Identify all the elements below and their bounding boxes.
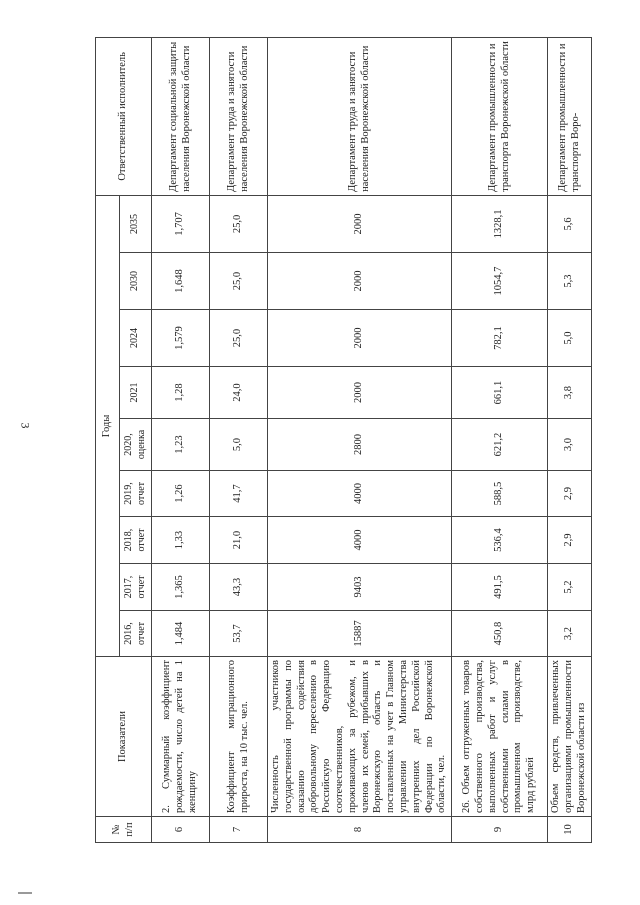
header-num: № п/п xyxy=(96,817,152,843)
cell-value: 21,0 xyxy=(210,517,268,564)
header-year-2018: 2018, отчет xyxy=(120,517,152,564)
row-responsible: Департамент промышленности и транспорта Воронежской области xyxy=(452,37,548,195)
cell-value: 1054,7 xyxy=(452,253,548,310)
cell-value: 491,5 xyxy=(452,564,548,611)
cell-value: 1328,1 xyxy=(452,195,548,252)
row-responsible: Департамент труда и занятости населения Воронежской области xyxy=(210,37,268,195)
cell-value: 4000 xyxy=(268,517,452,564)
cell-value: 5,3 xyxy=(548,253,592,310)
table-row xyxy=(152,37,210,842)
cell-value: 4000 xyxy=(268,471,452,517)
cell-value: 1,23 xyxy=(152,419,210,471)
row-num: 7 xyxy=(210,817,268,843)
header-responsible: Ответственный исполнитель xyxy=(96,37,152,195)
header-year-2020: 2020, оценка xyxy=(120,419,152,471)
header-year-2024: 2024 xyxy=(120,310,152,367)
row-num: 6 xyxy=(152,817,210,843)
header-year-2021: 2021 xyxy=(120,367,152,419)
cell-value: 25,0 xyxy=(210,253,268,310)
rotated-document-sheet xyxy=(95,38,640,843)
cell-value: 1,707 xyxy=(152,195,210,252)
header-years: Годы xyxy=(96,195,120,656)
row-indicator: Численность участников государственной программы по оказанию содействия добровольному переселению в Российскую Федерацию соотечественников, проживающих за рубежом, и членов их семей, прибывших в Воронежскую область и поставленных на учет в Главном управлении Министерства внутренних дел Российской Федерации по Воронежской области, чел. xyxy=(268,657,452,817)
table-row xyxy=(268,37,452,842)
cell-value: 536,4 xyxy=(452,517,548,564)
cell-value: 1,28 xyxy=(152,367,210,419)
cell-value: 5,0 xyxy=(548,310,592,367)
cell-value: 450,8 xyxy=(452,611,548,657)
cell-value: 3,2 xyxy=(548,611,592,657)
row-num: 9 xyxy=(452,817,548,843)
row-num: 10 xyxy=(548,817,592,843)
cell-value: 25,0 xyxy=(210,310,268,367)
cell-value: 1,365 xyxy=(152,564,210,611)
header-year-2016: 2016, отчет xyxy=(120,611,152,657)
cell-value: 588,5 xyxy=(452,471,548,517)
table-row xyxy=(548,37,592,842)
row-indicator: 26. Объем отгруженных товаров собственного производства, выполненных работ и услуг собственными силами в промышленном производстве, млрд рублей xyxy=(452,657,548,817)
cell-value: 782,1 xyxy=(452,310,548,367)
scan-edge-mark xyxy=(18,892,32,894)
header-year-2019: 2019, отчет xyxy=(120,471,152,517)
cell-value: 1,484 xyxy=(152,611,210,657)
row-num: 8 xyxy=(268,817,452,843)
cell-value: 2,9 xyxy=(548,471,592,517)
cell-value: 43,3 xyxy=(210,564,268,611)
cell-value: 3,0 xyxy=(548,419,592,471)
row-indicator: 2. Суммарный коэффициент рождаемости, число детей на 1 женщину xyxy=(152,657,210,817)
cell-value: 2000 xyxy=(268,253,452,310)
cell-value: 9403 xyxy=(268,564,452,611)
cell-value: 5,2 xyxy=(548,564,592,611)
cell-value: 661,1 xyxy=(452,367,548,419)
header-year-2017: 2017, отчет xyxy=(120,564,152,611)
indicators-table xyxy=(95,37,592,843)
cell-value: 1,579 xyxy=(152,310,210,367)
cell-value: 5,0 xyxy=(210,419,268,471)
row-responsible: Департамент социальной защиты населения Воронежской области xyxy=(152,37,210,195)
row-responsible: Департамент труда и занятости населения Воронежской области xyxy=(268,37,452,195)
cell-value: 53,7 xyxy=(210,611,268,657)
cell-value: 621,2 xyxy=(452,419,548,471)
row-responsible: Департамент промышленности и транспорта Воро- xyxy=(548,37,592,195)
cell-value: 15887 xyxy=(268,611,452,657)
cell-value: 5,6 xyxy=(548,195,592,252)
row-indicator: Объем средств, привлеченных организациями промышленности Воронежской области из xyxy=(548,657,592,817)
header-year-2030: 2030 xyxy=(120,253,152,310)
cell-value: 2,9 xyxy=(548,517,592,564)
cell-value: 2000 xyxy=(268,195,452,252)
header-indicators: Показатели xyxy=(96,657,152,817)
cell-value: 41,7 xyxy=(210,471,268,517)
table-row xyxy=(210,37,268,842)
cell-value: 2800 xyxy=(268,419,452,471)
cell-value: 25,0 xyxy=(210,195,268,252)
cell-value: 2000 xyxy=(268,310,452,367)
cell-value: 24,0 xyxy=(210,367,268,419)
table-row xyxy=(452,37,548,842)
cell-value: 1,648 xyxy=(152,253,210,310)
row-indicator: Коэффициент миграционного прироста, на 10 тыс. чел. xyxy=(210,657,268,817)
cell-value: 1,33 xyxy=(152,517,210,564)
header-year-2035: 2035 xyxy=(120,195,152,252)
cell-value: 2000 xyxy=(268,367,452,419)
page-number: 3 xyxy=(18,422,33,429)
cell-value: 3,8 xyxy=(548,367,592,419)
cell-value: 1,26 xyxy=(152,471,210,517)
